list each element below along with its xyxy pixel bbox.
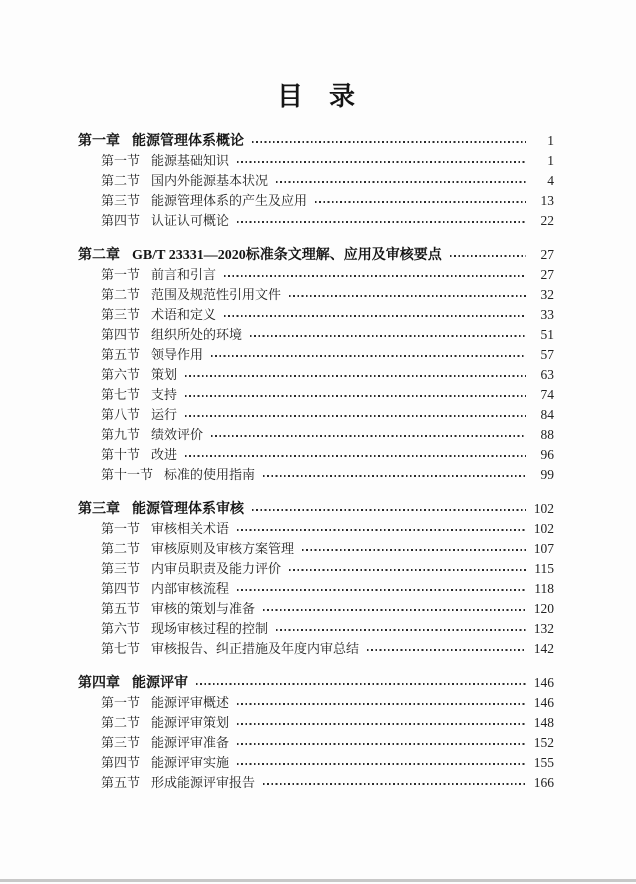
section-number-label: 第二节 <box>101 287 141 302</box>
dot-leader <box>185 375 526 377</box>
section-page-number: 132 <box>533 621 554 636</box>
section-title: 审核原则及审核方案管理 <box>151 541 295 556</box>
section-page-number: 27 <box>540 267 554 282</box>
dot-leader <box>185 455 526 457</box>
toc-chapter-block <box>78 245 554 485</box>
section-row <box>78 713 554 733</box>
section-number-label: 第三节 <box>101 193 141 208</box>
dot-leader <box>237 763 526 765</box>
section-number-label: 第七节 <box>101 641 141 656</box>
section-row <box>78 345 554 365</box>
section-number-label: 第一节 <box>101 267 141 282</box>
page-title: 目 录 <box>276 82 355 111</box>
section-row <box>78 753 554 773</box>
dot-leader <box>237 161 526 163</box>
section-number-label: 第四节 <box>101 213 141 228</box>
section-number-label: 第一节 <box>101 695 141 710</box>
dot-leader <box>237 589 526 591</box>
section-row <box>78 211 554 231</box>
section-number-label: 第一节 <box>101 521 141 536</box>
section-number-label: 第二节 <box>101 173 141 188</box>
dot-leader <box>276 181 526 183</box>
section-title: 标准的使用指南 <box>164 467 256 482</box>
section-number-label: 第四节 <box>101 755 141 770</box>
section-page-number: 84 <box>540 407 554 422</box>
section-row <box>78 151 554 171</box>
section-title: 组织所处的环境 <box>151 327 243 342</box>
section-title: 审核相关术语 <box>151 521 230 536</box>
section-row <box>78 519 554 539</box>
dot-leader <box>196 683 526 685</box>
section-row <box>78 305 554 325</box>
section-page-number: 74 <box>540 387 554 402</box>
section-title: 内审员职责及能力评价 <box>151 561 282 576</box>
section-row <box>78 579 554 599</box>
toc-list <box>78 131 554 793</box>
section-page-number: 1 <box>547 153 554 168</box>
section-row <box>78 599 554 619</box>
section-number-label: 第三节 <box>101 561 141 576</box>
section-title: 改进 <box>151 447 178 462</box>
section-row <box>78 619 554 639</box>
chapter-number-label: 第三章 <box>78 502 120 517</box>
dot-leader <box>237 723 526 725</box>
chapter-title: 能源管理体系审核 <box>132 502 244 517</box>
dot-leader <box>367 649 526 651</box>
section-number-label: 第八节 <box>101 407 141 422</box>
section-title: 形成能源评审报告 <box>151 775 256 790</box>
section-title: 国内外能源基本状况 <box>151 173 269 188</box>
section-page-number: 22 <box>540 213 554 228</box>
section-number-label: 第五节 <box>101 775 141 790</box>
chapter-number-label: 第四章 <box>78 676 120 691</box>
section-row <box>78 425 554 445</box>
section-title: 领导作用 <box>151 347 204 362</box>
section-row <box>78 773 554 793</box>
section-number-label: 第十一节 <box>101 467 154 482</box>
dot-leader <box>211 435 526 437</box>
chapter-page-number: 146 <box>533 675 554 690</box>
chapter-row <box>78 499 554 519</box>
section-number-label: 第二节 <box>101 715 141 730</box>
chapter-row <box>78 131 554 151</box>
dot-leader <box>237 529 526 531</box>
section-page-number: 33 <box>540 307 554 322</box>
section-number-label: 第十节 <box>101 447 141 462</box>
section-page-number: 118 <box>534 581 554 596</box>
section-number-label: 第一节 <box>101 153 141 168</box>
section-title: 范围及规范性引用文件 <box>151 287 282 302</box>
section-row <box>78 171 554 191</box>
section-number-label: 第六节 <box>101 621 141 636</box>
section-title: 能源基础知识 <box>151 153 230 168</box>
dot-leader <box>237 743 526 745</box>
section-page-number: 155 <box>533 755 554 770</box>
section-page-number: 146 <box>533 695 554 710</box>
section-number-label: 第五节 <box>101 601 141 616</box>
section-page-number: 57 <box>540 347 554 362</box>
section-row <box>78 639 554 659</box>
dot-leader <box>276 629 526 631</box>
section-row <box>78 405 554 425</box>
section-page-number: 152 <box>533 735 554 750</box>
section-title: 支持 <box>151 387 178 402</box>
section-title: 认证认可概论 <box>151 213 230 228</box>
chapter-row <box>78 673 554 693</box>
section-title: 策划 <box>151 367 178 382</box>
chapter-row <box>78 245 554 265</box>
dot-leader <box>237 221 526 223</box>
section-page-number: 148 <box>533 715 554 730</box>
chapter-title: GB/T 23331—2020标准条文理解、应用及审核要点 <box>132 248 442 263</box>
dot-leader <box>237 703 526 705</box>
section-page-number: 32 <box>540 287 554 302</box>
section-number-label: 第七节 <box>101 387 141 402</box>
section-row <box>78 325 554 345</box>
section-row <box>78 385 554 405</box>
dot-leader <box>302 549 526 551</box>
section-row <box>78 191 554 211</box>
toc-chapter-block <box>78 131 554 231</box>
chapter-title: 能源管理体系概论 <box>132 134 244 149</box>
section-row <box>78 465 554 485</box>
dot-leader <box>263 609 526 611</box>
section-title: 能源评审策划 <box>151 715 230 730</box>
toc-chapter-block <box>78 499 554 659</box>
dot-leader <box>250 335 526 337</box>
dot-leader <box>224 315 526 317</box>
section-row <box>78 733 554 753</box>
dot-leader <box>315 201 526 203</box>
section-title: 术语和定义 <box>151 307 217 322</box>
section-page-number: 142 <box>533 641 554 656</box>
section-row <box>78 285 554 305</box>
scan-edge-strip <box>0 879 636 882</box>
dot-leader <box>211 355 526 357</box>
section-number-label: 第三节 <box>101 735 141 750</box>
dot-leader <box>450 255 526 257</box>
section-page-number: 120 <box>533 601 554 616</box>
section-row <box>78 365 554 385</box>
section-title: 能源管理体系的产生及应用 <box>151 193 308 208</box>
toc-chapter-block <box>78 673 554 793</box>
chapter-page-number: 1 <box>547 133 554 148</box>
section-title: 审核的策划与准备 <box>151 601 256 616</box>
dot-leader <box>185 395 526 397</box>
chapter-title: 能源评审 <box>132 676 188 691</box>
section-number-label: 第四节 <box>101 581 141 596</box>
section-number-label: 第三节 <box>101 307 141 322</box>
dot-leader <box>289 295 526 297</box>
section-title: 能源评审概述 <box>151 695 230 710</box>
section-number-label: 第九节 <box>101 427 141 442</box>
section-number-label: 第二节 <box>101 541 141 556</box>
section-page-number: 102 <box>533 521 554 536</box>
section-page-number: 115 <box>534 561 554 576</box>
section-title: 能源评审实施 <box>151 755 230 770</box>
chapter-number-label: 第一章 <box>78 134 120 149</box>
section-page-number: 88 <box>540 427 554 442</box>
chapter-number-label: 第二章 <box>78 248 120 263</box>
section-title: 内部审核流程 <box>151 581 230 596</box>
section-number-label: 第四节 <box>101 327 141 342</box>
section-page-number: 96 <box>540 447 554 462</box>
section-row <box>78 693 554 713</box>
dot-leader <box>263 475 526 477</box>
section-title: 审核报告、纠正措施及年度内审总结 <box>151 641 360 656</box>
section-row <box>78 559 554 579</box>
section-page-number: 51 <box>540 327 554 342</box>
section-page-number: 99 <box>540 467 554 482</box>
section-row <box>78 265 554 285</box>
dot-leader <box>263 783 526 785</box>
dot-leader <box>252 509 526 511</box>
chapter-page-number: 27 <box>540 247 554 262</box>
section-title: 运行 <box>151 407 178 422</box>
section-title: 绩效评价 <box>151 427 204 442</box>
section-page-number: 63 <box>540 367 554 382</box>
section-title: 前言和引言 <box>151 267 217 282</box>
section-page-number: 13 <box>540 193 554 208</box>
section-page-number: 107 <box>533 541 554 556</box>
section-row <box>78 445 554 465</box>
section-number-label: 第六节 <box>101 367 141 382</box>
section-row <box>78 539 554 559</box>
dot-leader <box>252 141 526 143</box>
dot-leader <box>185 415 526 417</box>
chapter-page-number: 102 <box>533 501 554 516</box>
section-page-number: 4 <box>547 173 554 188</box>
dot-leader <box>289 569 526 571</box>
section-title: 能源评审准备 <box>151 735 230 750</box>
section-page-number: 166 <box>533 775 554 790</box>
dot-leader <box>224 275 526 277</box>
section-title: 现场审核过程的控制 <box>151 621 269 636</box>
section-number-label: 第五节 <box>101 347 141 362</box>
